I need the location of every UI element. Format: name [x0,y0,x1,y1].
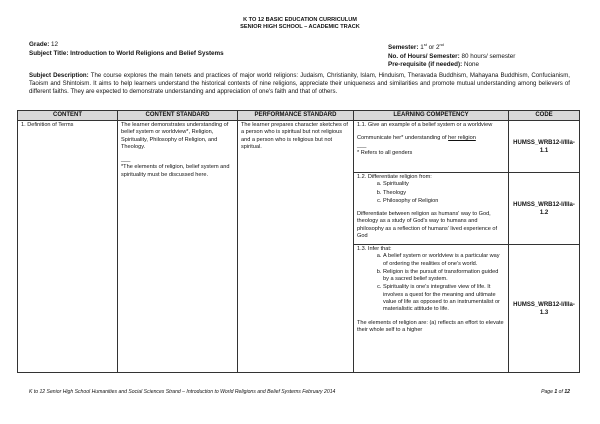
prereq-label: Pre-requisite (if needed): [388,61,463,69]
competency-3-list [357,253,505,313]
content-standard-cell [118,121,238,373]
document-header [0,17,600,31]
info-right [388,41,515,70]
footer-text: K to 12 Senior High School Humanities and Social Sciences Strand – Introduction to World Religions and Belief Systems February 2014 [29,389,336,395]
list-item: c. Philosophy of Religion [383,198,505,205]
prereq-value: None [463,61,479,69]
performance-standard-cell [238,121,354,373]
description-text: The course explores the main tenets and practices of major world religions: Judaism, Christianity, Islam, Hinduism, Theravada Buddhism, Mahayana Buddhism, Confucianism, Taoism and Shintoism. It aims to help learners understand the historical contexts of nine religions, appreciate their uniqueness and similarities and promote mutual understanding among believers of different faiths. They are expected to demonstrate understanding and appreciation of one's faith and that of others. [29,72,571,96]
performance-standard-text: The learner prepares character sketches of a person who is spiritual but not religious and a person who is religious but not spiritual. [241,122,348,150]
header-learning-competency: LEARNING COMPETENCY [354,111,509,121]
competency-2-text: 1.2. Differentiate religion from: [357,174,432,180]
competency-cell-2 [354,173,509,245]
list-item: c. Spirituality is one's integrative view of life. It involves a quest for the meaning and ultimate value of life as opposed to an instrumentalist or materialistic attitude to life. [383,284,505,313]
subject-value: : Introduction to World Religions and Belief Systems [66,49,224,57]
content-standard-text: The learner demonstrates understanding of belief system or worldview*, Religion, Spirituality, Philosophy of Religion, and Theology. [121,122,229,150]
page-number: Page 1 of 12 [541,389,570,395]
header-line-1: K TO 12 BASIC EDUCATION CURRICULUM [243,17,357,23]
subject-description [29,72,570,97]
competency-3-text: 1.3. Infer that: [357,246,392,252]
hours-label: No. of Hours/ Semester: [388,52,460,60]
content-cell [18,121,118,373]
content-text: 1. Definition of Terms [21,122,74,128]
competency-2-extra: Differentiate between religion as humans' way to God, theology as a study of God's way to humans and philosophy as a reflection of humans' lived experience of God [357,211,498,240]
page-footer [29,389,570,395]
competency-cell-3 [354,245,509,373]
subject-row [29,50,224,59]
semester-label: Semester: [388,44,419,52]
list-item: b. Religion is the pursuit of transformation guided by a sacred belief system. [383,269,505,284]
list-item: a. A belief system or worldview is a particular way of ordering the realities of one's world. [383,253,505,268]
code-cell-3: HUMSS_WRB12-I/IIIa-1.3 [509,245,580,373]
competency-1-communicate: Communicate her* understanding of her religion [357,135,476,142]
info-left [29,41,224,58]
code-cell-1: HUMSS_WRB12-I/IIIa-1.1 [509,121,580,173]
header-line-2: SENIOR HIGH SCHOOL – ACADEMIC TRACK [240,24,360,30]
grade-label: Grade: [29,41,50,48]
semester-row [388,41,515,53]
grade-value: 12 [51,41,59,48]
header-performance-standard: PERFORMANCE STANDARD [238,111,354,121]
semester-value: 1st or 2nd [420,42,444,52]
prereq-row [388,61,515,70]
table-header-row [18,111,580,121]
description-label: Subject Description: [29,72,89,79]
grade-row [29,41,224,50]
list-item: a. Spirituality [383,181,505,188]
table-row [18,121,580,173]
header-content: CONTENT [18,111,118,121]
header-code: CODE [509,111,580,121]
header-content-standard: CONTENT STANDARD [118,111,238,121]
curriculum-table [17,110,580,373]
list-item: b. Theology [383,190,505,197]
subject-label: Subject Title [29,49,67,57]
competency-1-note: * Refers to all genders [357,149,413,156]
hours-row [388,53,515,62]
competency-2-list [357,181,505,205]
code-cell-2: HUMSS_WRB12-I/IIIa-1.2 [509,173,580,245]
competency-1-rule: ___ [357,142,367,149]
competency-1-text: 1.1. Give an example of a belief system or a worldview [357,122,493,128]
hours-value: 80 hours/ semester [461,52,516,60]
content-standard-note: *The elements of religion, belief system and spirituality must be discussed here. [121,164,230,178]
content-standard-rule: ___ [121,157,131,164]
competency-3-extra: The elements of religion are: (a) reflects an effort to elevate their whole self to a higher [357,319,504,333]
competency-cell-1 [354,121,509,173]
